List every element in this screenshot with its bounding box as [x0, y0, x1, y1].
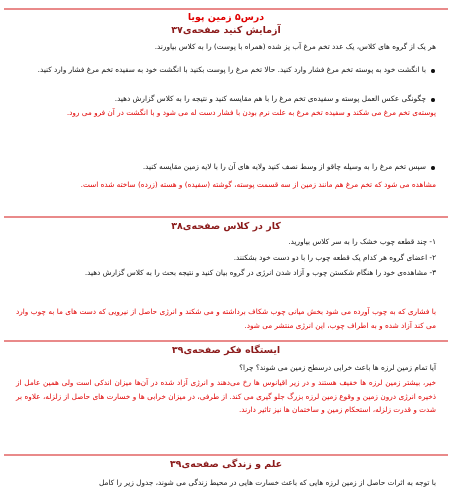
section1-bullet1: با انگشت خود به پوسته تخم مرغ فشار وارد کنید. حالا تخم مرغ را پوست بکنید با انگشت خود به سفیده تخم مرغ فشار وارد کنید. — [37, 65, 426, 74]
bullet-dot-icon — [431, 69, 435, 73]
section1-title: آزمایش کنید صفحه‌ی۳۷ — [171, 25, 281, 36]
section2-answer: با فشاری که به چوب آورده می شود بخش میانی چوب شکاف برداشته و می شکند و انرژی حاصل از نیرویی که دست های ما به چوب وارد می کند آزاد شده و به اطراف چوب، این انرژی منتشر می شود. — [16, 307, 436, 330]
section3-heading-block — [0, 344, 452, 357]
section4-title: علم و زندگی صفحه‌ی۳۹ — [169, 459, 283, 470]
divider-section2 — [4, 216, 448, 218]
section3-question: آیا تمام زمین لرزه ها باعث خرابی درسطح زمین می شوند؟ چرا؟ — [239, 363, 436, 372]
section2-item1: ۱- چند قطعه چوب خشک را به سر کلاس بیاورید. — [288, 237, 436, 246]
section1-bullet2: چگونگی عکس العمل پوسته و سفیده‌ی تخم مرغ را با هم مقایسه کنید و نتیجه را به کلاس گزارش دهید. — [114, 94, 426, 103]
divider-section4 — [4, 454, 448, 456]
section3-title: ایستگاه فکر صفحه‌ی۳۹ — [171, 345, 281, 356]
section2-item2: ۲- اعضای گروه هر کدام یک قطعه چوب را با دو دست خود بشکنند. — [233, 253, 436, 262]
section1-answer1: پوسته‌ی تخم مرغ می شکند و سفیده تخم مرغ به علت نرم بودن با فشار دست له می شود و با انگشت در آن فرو می رود. — [66, 108, 436, 117]
section2-heading-block — [0, 220, 452, 233]
section2-item3: ۳- مشاهده‌ی خود را هنگام شکستن چوب و آزاد شدن انرژی در گروه بیان کنید و نتیجه بحث را به کلاس گزارش دهید. — [84, 268, 436, 277]
section4-heading-block — [0, 458, 452, 471]
divider-section3 — [4, 340, 448, 342]
bullet-dot-icon — [431, 166, 435, 170]
section2-title: کار در کلاس صفحه‌ی۳۸ — [171, 221, 281, 232]
divider-top — [4, 8, 448, 10]
lesson-heading-block — [0, 11, 452, 37]
section1-intro: هر یک از گروه های کلاس، یک عدد تخم مرغ آب پز شده (همراه با پوست) را به کلاس بیاورند. — [154, 42, 436, 51]
lesson-heading: درس۵ زمین پویا — [187, 12, 265, 23]
bullet-dot-icon — [431, 98, 435, 102]
section4-intro: با توجه به اثرات حاصل از زمین لرزه هایی که باعث خسارت هایی در محیط زندگی می شوند، جدول زیر را کامل — [98, 478, 436, 487]
section3-answer: خیر، بیشتر زمین لرزه ها خفیف هستند و در زیر اقیانوس ها رخ می‌دهند و انرژی آزاد شده در آن‌ها میزان اندکی است ولی همین عامل از ذخیره انرژی درون زمین و وقوع زمین لرزه بزرگ جلو گیری می کند. از طرفی، در میزان خرابی ها و خسارت های حاصل از زلزله، علاوه بر شدت و قدرت زلزله، استحکام زمین و ساختمان ها نیز تاثیر دارند. — [16, 378, 436, 414]
section1-answer2: مشاهده می شود که تخم مرغ هم مانند زمین از سه قسمت پوسته، گوشته (سفیده) و هسته (زرده) ساخته شده است. — [80, 180, 436, 189]
section1-bullet3: سپس تخم مرغ را به وسیله چاقو از وسط نصف کنید ولایه های آن را با لایه زمین مقایسه کنید. — [142, 162, 426, 171]
